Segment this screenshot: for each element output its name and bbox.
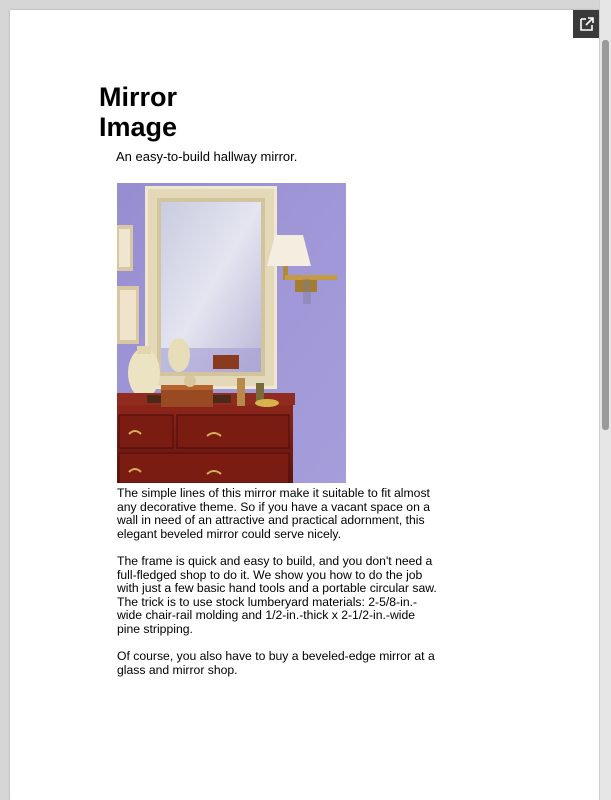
article-title-line2: Image [99, 112, 178, 142]
open-in-new-window-button[interactable] [573, 10, 601, 38]
article-subtitle: An easy-to-build hallway mirror. [116, 149, 298, 164]
open-in-new-window-icon [579, 16, 595, 32]
article-paragraph: The simple lines of this mirror make it suitable to fit almost any decorative theme. So if you have a vacant space on a wall in need of an attractive and practical adornment, this elegant beveled mirror could serve nicely. [117, 486, 431, 541]
article-body [117, 487, 437, 691]
article-title-line1: Mirror [99, 82, 178, 112]
article-paragraph: Of course, you also have to buy a beveled-edge mirror at a glass and mirror shop. [117, 649, 435, 677]
article-title [99, 82, 299, 142]
mirror-photo [117, 183, 346, 483]
vertical-scrollbar[interactable] [599, 0, 611, 800]
mirror-photo-illustration [117, 183, 346, 483]
article-paragraph: The frame is quick and easy to build, and you don't need a full-fledged shop to do it. We show you how to do the job with just a few basic hand tools and a portable circular saw. The trick is to use stock lumberyard materials: 2-5/8-in.-wide chair-rail molding and 1/2-in.-thick x 2-1/2-in.-wide pine stripping. [117, 553, 437, 636]
document-page [10, 10, 600, 800]
scrollbar-thumb[interactable] [602, 40, 609, 430]
